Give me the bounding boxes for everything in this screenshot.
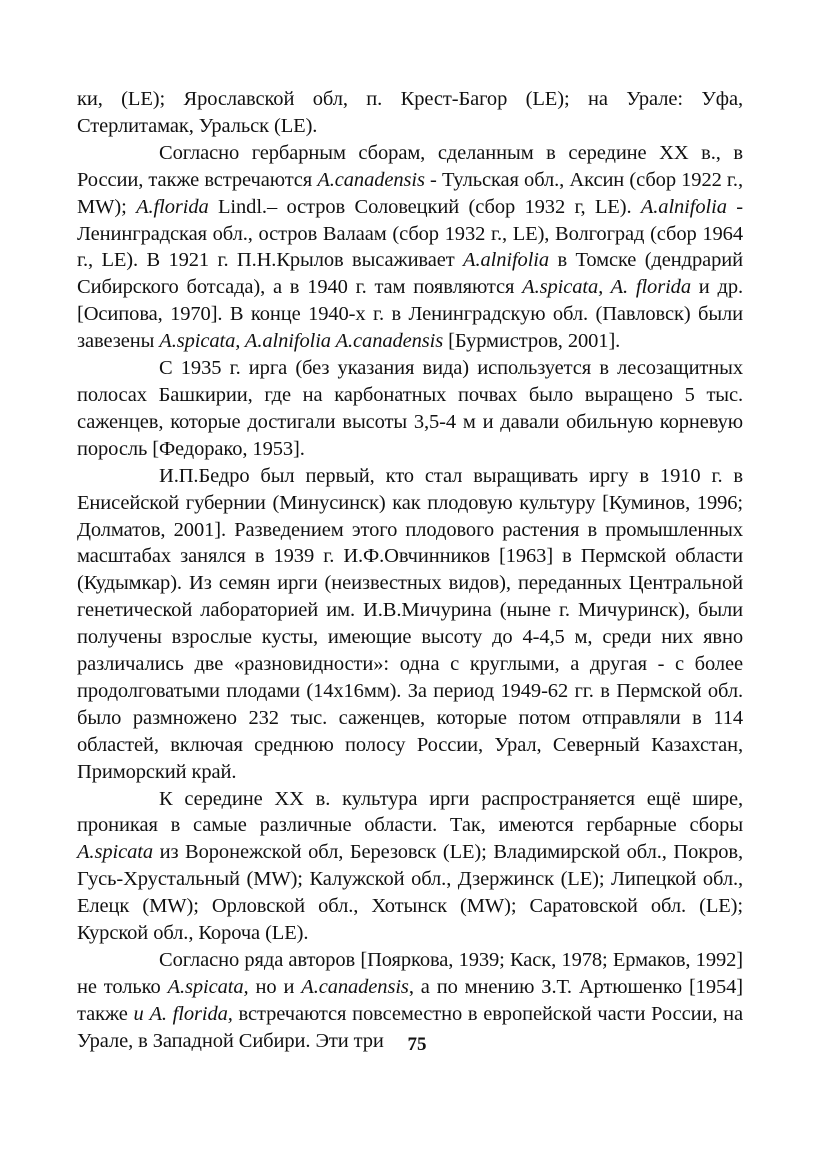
text-run: , а по мнению З.Т. Артюшенко [1954] также [77,975,743,1025]
species-name: A.florida [136,195,209,218]
species-name: A.canadensis [317,168,425,191]
text-run: - Тульская обл., Аксин (сбор 1922 г., MW); [77,168,743,218]
text-run: в Томске (дендрарий Сибирского ботсада), а в 1940 г. там появляются [77,249,744,299]
species-name: A.canadensis [301,975,409,998]
text-run: Согласно гербарным сборам, сделанным в середине XX в., в России, также встречаются [77,141,743,191]
text-run: встречаются повсеместно в европейской части России, на Урале, в Западной Сибири. Эти три [77,1002,743,1052]
species-name: A.spicata, A.alnifolia A.canadensis [159,330,444,353]
text-run: И.П.Бедро был первый, кто стал выращивать иргу в 1910 г. в Енисейской губернии (Минусинск) как плодовую культуру [Куминов, 1996; Долматов, 2001]. Разведением этого плодового растения в промышленных масштабах занялся в 1939 г. И.Ф.Овчинников [1963] в Пермской области (Кудымкар). Из семян ирги (неизвестных видов), переданных Центральной генетической лабораторией им. И.В.Мичурина (ныне г. Мичуринск), были получены взрослые кусты, имеющие высоту до 4-4,5 м, среди них явно различались две «разновидности»: одна с круглыми, а другая - с более продолговатыми плодами (14х16мм). За период 1949-62 гг. в Пермской обл. было размножено 232 тыс. саженцев, которые потом отправляли в 114 областей, включая среднюю полосу России, Урал, Северный Казахстан, Приморский край. [77,464,743,783]
species-name: A.spicata [77,841,153,864]
text-run: К середине XX в. культура ирги распространяется ещё шире, проникая в самые различные области. Так, имеются гербарные сборы [77,787,743,837]
page-number: 75 [407,1034,427,1055]
paragraph [77,355,743,463]
text-run: ки, (LE); Ярославской обл, п. Крест-Багор (LE); на Урале: Уфа, Стерлитамак, Уральск (LE). [77,88,743,137]
paragraph [77,786,743,947]
paragraph [77,86,743,140]
text-run: из Воронежской обл, Березовск (LE); Владимирской обл., Покров, Гусь-Хрустальный (MW); Калужской обл., Дзержинск (LE); Липецкой обл., Елецк (MW); Орловской обл., Хотынск (MW); Саратовской обл. (LE); Курской обл., Короча (LE). [77,841,743,945]
text-run: - Ленинградская обл., остров Валаам (сбор 1932 г., LE), Волгоград (сбор 1964 г., LE). В 1921 г. П.Н.Крылов высаживает [77,195,743,272]
species-name: A.spicata, [167,975,249,998]
species-name: и A. florida, [133,1002,233,1025]
species-name: A.spicata, A. florida [522,276,691,299]
paragraph [77,463,743,786]
species-name: A.alnifolia [640,195,727,218]
text-run: но и [248,975,302,998]
document-body [77,86,743,1055]
text-run: С 1935 г. ирга (без указания вида) используется в лесозащитных полосах Башкирии, где на карбонатных почвах было выращено 5 тыс. саженцев, которые достигали высоты 3,5-4 м и давали обильную корневую поросль [Федорако, 1953]. [77,357,743,460]
text-run: [Бурмистров, 2001]. [443,330,621,353]
species-name: A.alnifolia [463,249,550,272]
text-run: Согласно ряда авторов [Пояркова, 1939; Каск, 1978; Ермаков, 1992] не только [77,949,743,998]
text-run: и др. [Осипова, 1970]. В конце 1940-х г. в Ленинградскую обл. (Павловск) были завезены [77,276,743,353]
paragraph [77,140,743,355]
text-run: Lindl.– остров Соловецкий (сбор 1932 г, LE). [208,195,641,218]
